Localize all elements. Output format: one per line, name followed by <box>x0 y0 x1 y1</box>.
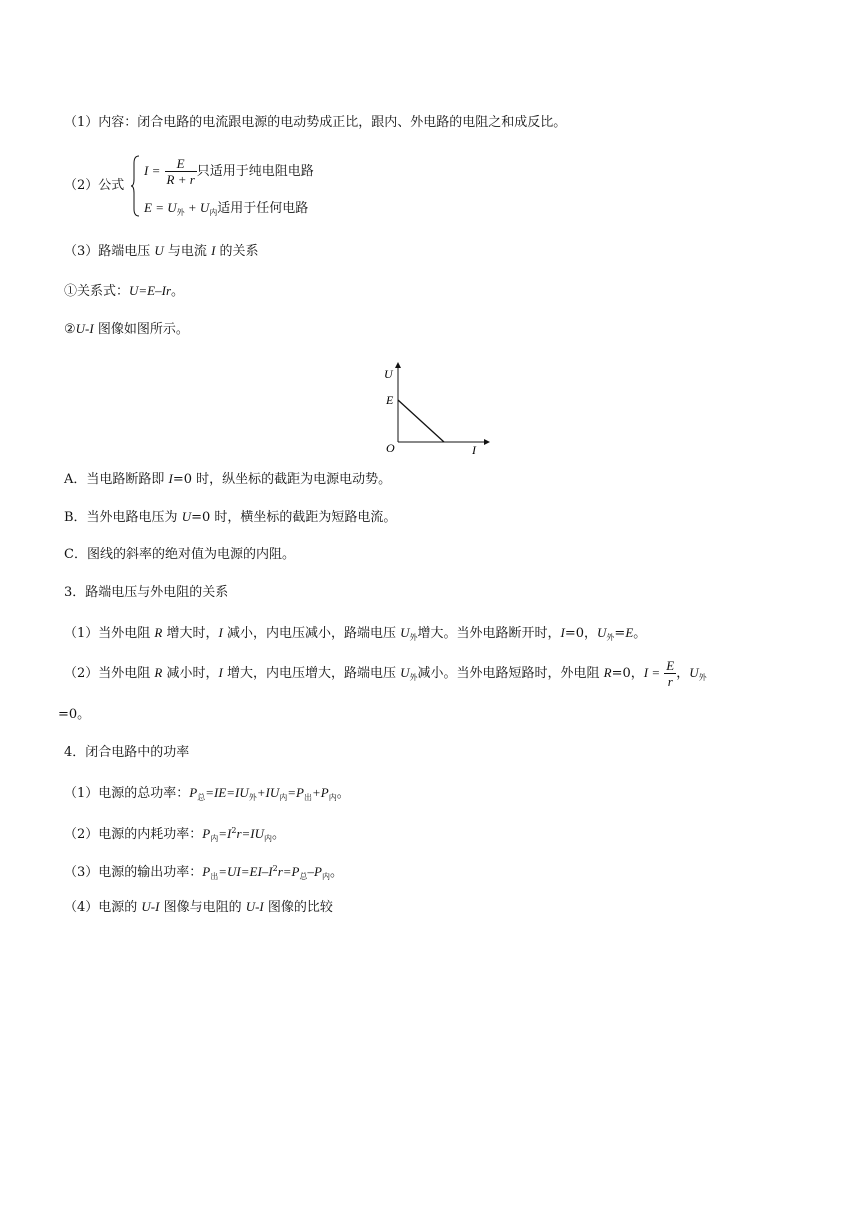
section4-title: 4．闭合电路中的功率 <box>64 745 190 760</box>
var: I <box>218 625 223 640</box>
var-i: I <box>211 243 216 258</box>
subscript: 外 <box>606 633 615 642</box>
formula: =P <box>287 785 304 800</box>
var: P <box>189 785 198 800</box>
formula: +IU <box>256 785 280 800</box>
formula: +P <box>312 785 329 800</box>
var: R <box>603 665 612 680</box>
section3-p2-cont: =0。 <box>58 707 91 722</box>
power-total <box>64 784 350 807</box>
var: U <box>400 625 410 640</box>
origin-label: O <box>386 441 395 454</box>
formula: U-I <box>75 321 94 336</box>
formula-ohm-law <box>144 156 314 187</box>
ui-graph-caption <box>64 320 189 339</box>
text: =0 时，纵坐标的截距为电源电动势。 <box>172 472 392 487</box>
var-u: U <box>154 243 164 258</box>
subscript: 内 <box>279 793 288 802</box>
text: ② <box>64 322 76 337</box>
short-circuit-fraction <box>664 658 676 689</box>
formula-emf-plus: + U <box>184 200 210 215</box>
formula: r=P <box>277 864 300 879</box>
subscript: 内 <box>321 872 330 881</box>
text: （3）电源的输出功率： <box>64 865 203 880</box>
section3-p2 <box>64 658 707 689</box>
formula-ohm-lhs: I = <box>144 163 161 178</box>
subscript: 内 <box>210 834 219 843</box>
text: 。 <box>272 827 286 842</box>
subscript: 出 <box>304 793 312 802</box>
subscript: 外 <box>698 673 707 682</box>
formula-emf-sub1: 外 <box>176 208 185 217</box>
text: （4）电源的 <box>64 900 142 915</box>
formula: =I <box>218 826 232 841</box>
subscript: 总 <box>299 872 308 881</box>
subscript: 外 <box>248 793 257 802</box>
formula-ohm-numerator: E <box>165 156 197 172</box>
formula: =IE=IU <box>205 785 249 800</box>
point-c: C．图线的斜率的绝对值为电源的内阻。 <box>64 547 295 562</box>
var: I <box>218 665 223 680</box>
var: E <box>625 625 634 640</box>
y-axis-label: U <box>384 367 393 381</box>
formula-ohm-fraction <box>165 156 197 187</box>
subscript: 总 <box>197 793 206 802</box>
var: U <box>181 509 192 524</box>
ui-graph <box>380 362 490 454</box>
text: 增大时， <box>162 626 219 641</box>
var: R <box>154 625 163 640</box>
text: 图像如图所示。 <box>93 322 189 337</box>
formula-emf-lhs: E = U <box>144 200 177 215</box>
power-internal <box>64 822 285 848</box>
text: 减小时， <box>162 666 219 681</box>
text: 。 <box>633 626 647 641</box>
text: 图像的比较 <box>263 900 333 915</box>
text: ， <box>676 666 690 681</box>
intercept-label: E <box>386 393 394 407</box>
formula-ohm-note: 只适用于纯电阻电路 <box>196 164 314 179</box>
text: =0， <box>611 666 644 681</box>
text: B．当外电路电压为 <box>64 510 182 525</box>
denominator: r <box>667 674 673 689</box>
formula: r=IU <box>236 826 264 841</box>
text: = <box>614 626 626 641</box>
formula: –P <box>307 864 322 879</box>
numerator: E <box>666 658 675 673</box>
ui-comparison <box>64 898 333 917</box>
subscript: 内 <box>328 793 337 802</box>
formula: U-I <box>141 899 160 914</box>
point-a <box>64 470 391 489</box>
var: P <box>202 864 211 879</box>
text: 减小，内电压减小，路端电压 <box>222 626 401 641</box>
text: ①关系式： <box>64 284 130 299</box>
var: P <box>202 826 211 841</box>
text: 与电流 <box>163 244 212 259</box>
text: 。 <box>329 865 343 880</box>
text: 图像与电阻的 <box>159 900 246 915</box>
formula-emf-sub2: 内 <box>209 208 218 217</box>
superscript: 2 <box>231 826 237 835</box>
var: I <box>560 625 565 640</box>
x-axis-arrow-icon <box>484 439 490 445</box>
relation-formula <box>64 282 184 301</box>
formula-label: （2）公式 <box>64 178 125 193</box>
brace-icon <box>130 155 140 217</box>
closed-circuit-content: （1）内容：闭合电路的电流跟电源的电动势成正比，跟内、外电路的电阻之和成反比。 <box>64 115 567 130</box>
section3-title: 3．路端电压与外电阻的关系 <box>64 585 229 600</box>
text: （1）当外电阻 <box>64 626 155 641</box>
text: 增大，内电压增大，路端电压 <box>222 666 401 681</box>
text: 。 <box>336 786 350 801</box>
formula: =UI=EI–I <box>218 864 273 879</box>
formula-lhs: I = <box>643 665 661 680</box>
y-axis-arrow-icon <box>395 362 401 368</box>
subscript: 外 <box>409 633 418 642</box>
var: U <box>400 665 410 680</box>
subscript: 内 <box>264 834 272 843</box>
text: （2）当外电阻 <box>64 666 155 681</box>
formula: U=E–Ir <box>129 283 172 298</box>
text: 减小。当外电路短路时，外电阻 <box>417 666 604 681</box>
var: U <box>597 625 607 640</box>
point-b <box>64 508 396 527</box>
terminal-voltage-heading <box>64 242 259 261</box>
ui-line <box>398 400 444 442</box>
var: I <box>168 471 173 486</box>
subscript: 外 <box>409 673 418 682</box>
text: 增大。当外电路断开时， <box>417 626 561 641</box>
text: 。 <box>171 284 185 299</box>
formula-ohm-denominator: R + r <box>166 172 195 187</box>
var: U <box>689 665 699 680</box>
text: （2）电源的内耗功率： <box>64 827 203 842</box>
x-axis-label: I <box>472 443 476 454</box>
text: （1）电源的总功率： <box>64 786 190 801</box>
text: =0 时，横坐标的截距为短路电流。 <box>191 510 397 525</box>
formula-emf-note: 适用于任何电路 <box>217 201 309 216</box>
section3-p1 <box>64 624 646 647</box>
formula: U-I <box>245 899 264 914</box>
text: （3）路端电压 <box>64 244 155 259</box>
superscript: 2 <box>272 864 278 873</box>
text: =0， <box>564 626 598 641</box>
text: 的关系 <box>215 244 259 259</box>
power-output <box>64 860 343 886</box>
text: A．当电路断路即 <box>64 472 169 487</box>
subscript: 出 <box>210 872 219 881</box>
var: R <box>154 665 163 680</box>
formula-emf <box>144 197 308 218</box>
